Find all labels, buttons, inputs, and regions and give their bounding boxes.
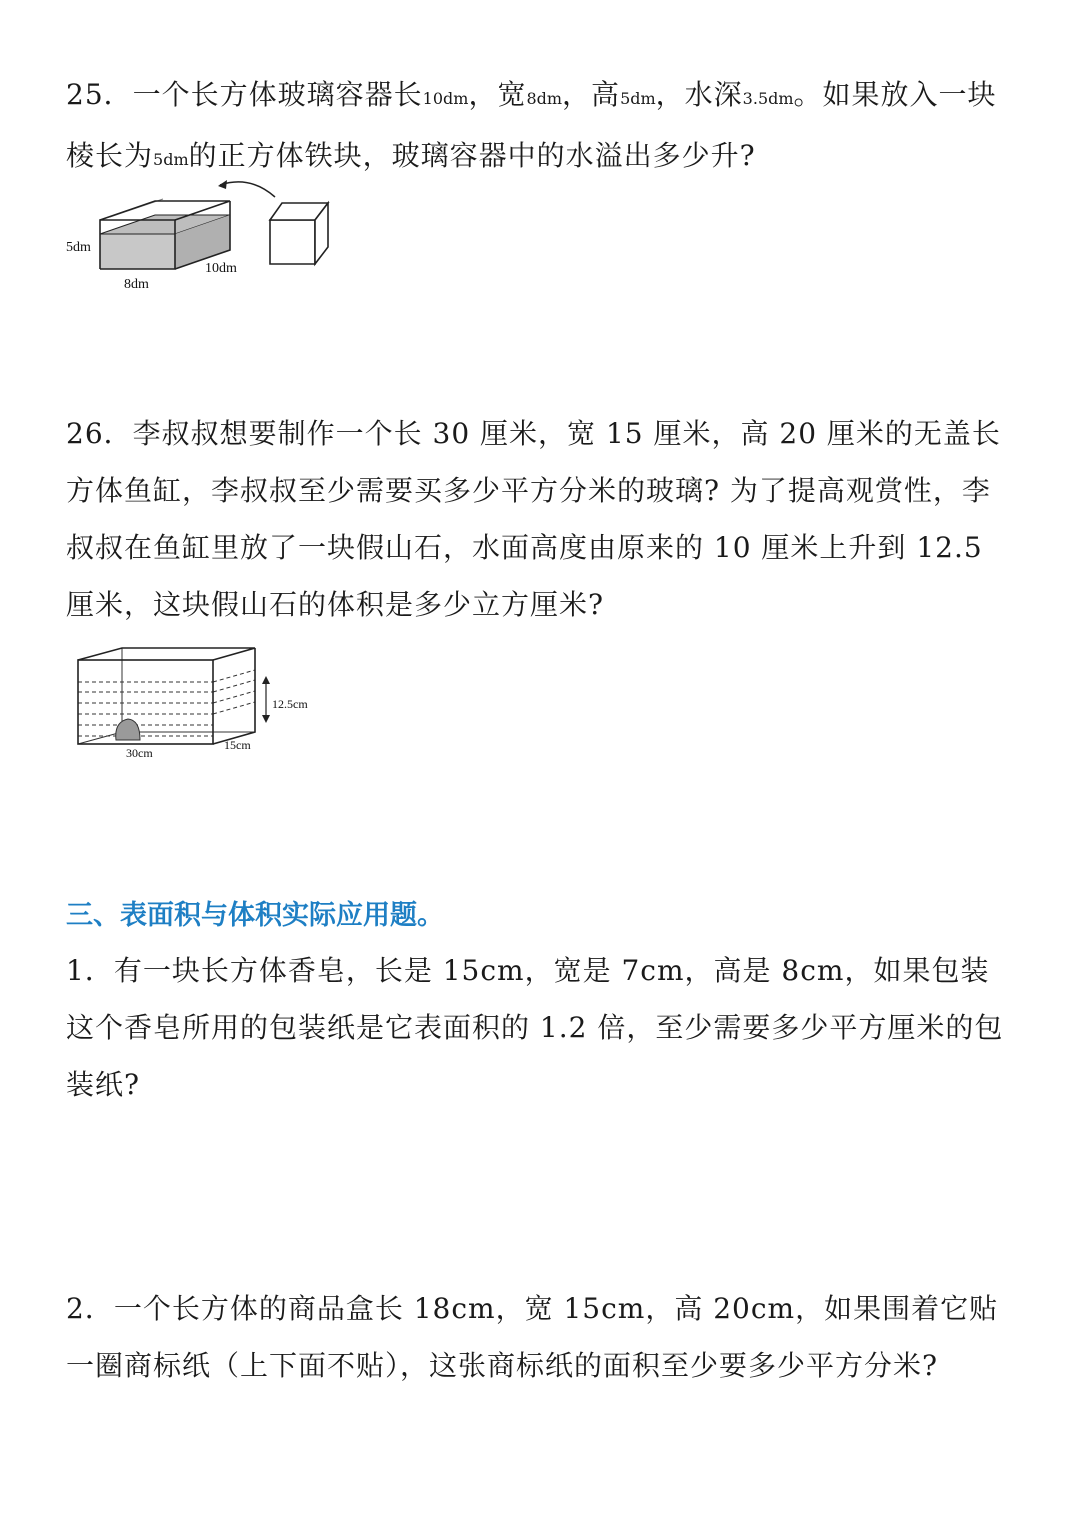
arrow-icon bbox=[220, 182, 275, 197]
water-front bbox=[100, 234, 175, 269]
iron-cube-icon bbox=[270, 203, 328, 264]
container-width: 8dm bbox=[526, 89, 563, 108]
container-height: 5dm bbox=[620, 89, 656, 108]
water-depth: 3.5dm bbox=[742, 89, 794, 108]
question-26: 26．李叔叔想要制作一个长 30 厘米，宽 15 厘米，高 20 厘米的无盖长方体鱼缸，李叔叔至少需要买多少平方分米的玻璃? 为了提高观赏性，李叔叔在鱼缸里放了一块假山石，水面高度由原来的 10 厘米上升到 12.5 厘米，这块假山石的体积是多少立方厘米? bbox=[66, 417, 1001, 621]
fig25-height-label: 5dm bbox=[66, 240, 91, 255]
fig25-width-label: 8dm bbox=[124, 277, 149, 292]
question-25-number: 25． bbox=[66, 78, 133, 111]
section-3-question-2: 2．一个长方体的商品盒长 18cm，宽 15cm，高 20cm，如果围着它贴一圈商标纸（上下面不贴），这张商标纸的面积至少要多少平方分米? bbox=[66, 1292, 999, 1382]
figure-26-fish-tank bbox=[70, 640, 330, 765]
figure-25-container-and-cube bbox=[60, 175, 350, 295]
container-length: 10dm bbox=[422, 89, 469, 108]
question-25: 25．一个长方体玻璃容器长10dm，宽8dm，高5dm，水深3.5dm。如果放入一块棱长为5dm的正方体铁块，玻璃容器中的水溢出多少升? bbox=[66, 78, 997, 172]
fig26-length-label: 30cm bbox=[126, 746, 153, 760]
cube-edge: 5dm bbox=[153, 150, 189, 169]
section-3-heading: 三、表面积与体积实际应用题。 bbox=[66, 900, 444, 931]
fig26-width-label: 15cm bbox=[224, 738, 251, 752]
fig26-water-label: 12.5cm bbox=[272, 697, 308, 711]
fig25-length-label: 10dm bbox=[205, 261, 237, 276]
rock-icon bbox=[116, 719, 140, 740]
section-3-question-1: 1．有一块长方体香皂，长是 15cm，宽是 7cm，高是 8cm，如果包装这个香皂所用的包装纸是它表面积的 1.2 倍，至少需要多少平方厘米的包装纸? bbox=[66, 954, 1004, 1101]
